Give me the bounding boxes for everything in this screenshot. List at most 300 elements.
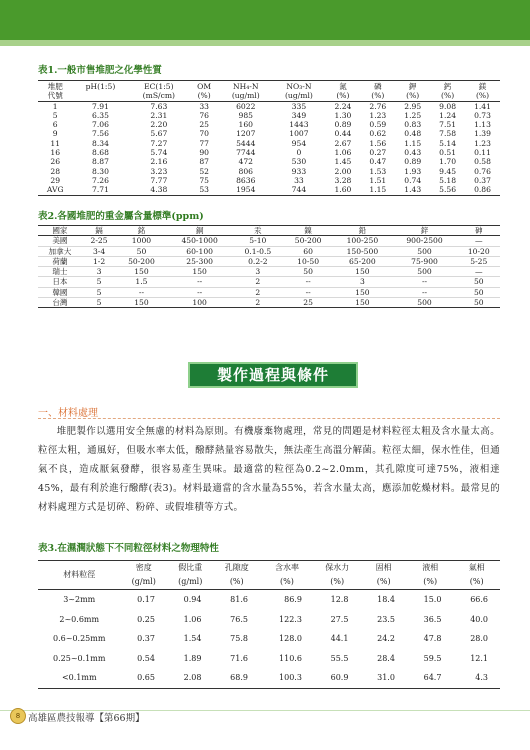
table3-row bbox=[38, 649, 500, 669]
table3-header: 假比重 bbox=[167, 561, 214, 576]
table3-row bbox=[38, 629, 500, 649]
table-cell: 71.6 bbox=[230, 653, 248, 663]
table-cell: 8.34 bbox=[92, 138, 109, 148]
table-cell: 日本 bbox=[38, 277, 82, 287]
table-cell: 1.13 bbox=[474, 120, 491, 130]
table-cell: 1.24 bbox=[439, 110, 457, 120]
table-cell: 0.48 bbox=[404, 129, 422, 139]
table-cell: 1.15 bbox=[404, 138, 422, 148]
table-cell: 5-10 bbox=[233, 236, 283, 246]
table2-row bbox=[38, 236, 500, 246]
table1-unit: (ug/ml) bbox=[272, 91, 325, 101]
table2-heavy-metal-standards bbox=[38, 225, 500, 308]
table-cell: 50 bbox=[116, 246, 166, 256]
table-cell: 150 bbox=[333, 298, 391, 308]
table-cell: 5.67 bbox=[150, 129, 168, 139]
table-cell: 10-50 bbox=[283, 256, 333, 266]
section-banner: 製作過程與條件 bbox=[188, 362, 358, 388]
table1-header: NH₄-N bbox=[219, 81, 272, 92]
table-cell: 6.35 bbox=[92, 110, 109, 120]
table-cell: 100-250 bbox=[333, 236, 391, 246]
table-cell: 100.3 bbox=[260, 668, 314, 688]
table-cell: — bbox=[458, 267, 500, 277]
header-bar bbox=[0, 0, 530, 40]
table-cell: 500 bbox=[391, 267, 457, 277]
table-cell: 0.25 bbox=[137, 614, 155, 624]
table-cell: 0.6~0.25mm bbox=[53, 634, 106, 643]
table2-row bbox=[38, 277, 500, 287]
table1-header: 磷 bbox=[360, 81, 395, 92]
table-cell: 50 bbox=[458, 287, 500, 297]
table-cell: 3.23 bbox=[150, 166, 168, 176]
table-cell: 瑞士 bbox=[38, 267, 82, 277]
table2-row bbox=[38, 246, 500, 256]
table-cell: 744 bbox=[272, 185, 325, 195]
table-cell: 韓國 bbox=[38, 287, 82, 297]
table-cell: 81.6 bbox=[230, 595, 248, 604]
table3-header: 含水率 bbox=[260, 561, 314, 576]
table1-unit: (mS/cm) bbox=[129, 91, 190, 101]
table-cell: 2 bbox=[233, 287, 283, 297]
table1-header: 鈣 bbox=[430, 81, 465, 92]
table-cell: 0 bbox=[296, 148, 302, 158]
table-cell: 985 bbox=[238, 110, 253, 120]
table-cell: 806 bbox=[238, 166, 253, 176]
table-cell: 5.74 bbox=[150, 148, 168, 158]
table-cell: 75 bbox=[199, 175, 209, 185]
table-cell: 150 bbox=[333, 287, 391, 297]
table-cell: 128.0 bbox=[279, 634, 302, 643]
table-cell: 2.08 bbox=[167, 668, 214, 688]
table-cell: 5444 bbox=[236, 138, 256, 148]
table3-header: 孔隙度 bbox=[213, 561, 260, 576]
table1-header: 鎂 bbox=[465, 81, 500, 92]
table-cell: 24.2 bbox=[377, 634, 395, 643]
table-cell: 7.26 bbox=[92, 175, 109, 185]
table-cell: 1.06 bbox=[183, 614, 202, 624]
table-cell: 66.6 bbox=[470, 595, 488, 604]
table-cell: 16 bbox=[50, 148, 61, 158]
table-cell: 52 bbox=[199, 166, 209, 176]
table-cell: 3~2mm bbox=[63, 595, 96, 604]
table-cell: 68.9 bbox=[213, 668, 260, 688]
table-cell: 1.43 bbox=[395, 185, 430, 195]
table-cell: 0.73 bbox=[474, 110, 491, 120]
table-cell: 450-1000 bbox=[167, 236, 233, 246]
table-cell: 150 bbox=[116, 267, 166, 277]
table-cell: 59.5 bbox=[423, 653, 442, 663]
table-cell: 2 bbox=[233, 298, 283, 308]
page-number-badge: 8 bbox=[10, 708, 26, 724]
table2-header: 鉛 bbox=[333, 226, 391, 236]
table-cell: 50-200 bbox=[116, 256, 166, 266]
table-cell: 7.27 bbox=[150, 138, 168, 148]
table3-header: 液相 bbox=[407, 561, 454, 576]
table-cell: -- bbox=[167, 287, 233, 297]
table-cell: 1.51 bbox=[369, 175, 387, 185]
table-cell: 933 bbox=[291, 166, 307, 176]
table-cell: 28 bbox=[50, 166, 61, 176]
table-cell: 5 bbox=[82, 287, 116, 297]
table-cell: -- bbox=[167, 277, 233, 287]
table-cell: 3 bbox=[333, 277, 391, 287]
table-cell: 500 bbox=[391, 298, 457, 308]
table-cell: 76.5 bbox=[230, 614, 248, 624]
table-cell: 75-900 bbox=[391, 256, 457, 266]
table-cell: 10-20 bbox=[458, 246, 500, 256]
table-cell: 160 bbox=[238, 120, 253, 130]
table-cell: 26 bbox=[50, 157, 61, 167]
table2-header: 國家 bbox=[38, 226, 82, 236]
table-cell: 5 bbox=[82, 298, 116, 308]
table-cell: 2.95 bbox=[404, 101, 422, 111]
table1-unit: (ug/ml) bbox=[219, 91, 272, 101]
table-cell: 150 bbox=[167, 267, 233, 277]
table1-unit-row bbox=[38, 91, 500, 101]
table3-unit: (%) bbox=[314, 575, 361, 590]
table1-unit bbox=[72, 91, 128, 101]
table-cell: 0.65 bbox=[120, 668, 167, 688]
table-cell: 53 bbox=[189, 185, 219, 195]
table1-row bbox=[38, 120, 500, 129]
table-cell: 2-25 bbox=[82, 236, 116, 246]
table-cell: 44.1 bbox=[330, 634, 349, 643]
table-cell: 加拿大 bbox=[38, 246, 82, 256]
table-cell: 6 bbox=[52, 120, 58, 130]
table-cell: 65-200 bbox=[333, 256, 391, 266]
table-cell: 530 bbox=[291, 157, 307, 167]
table-cell: 0.83 bbox=[404, 120, 422, 130]
table-cell: 5 bbox=[82, 277, 116, 287]
table3-unit: (%) bbox=[260, 575, 314, 590]
table1-unit: (%) bbox=[189, 91, 219, 101]
table-cell: 9 bbox=[52, 129, 58, 139]
table-cell: 1.60 bbox=[325, 185, 360, 195]
table-cell: 75.8 bbox=[230, 634, 248, 643]
table2-header: 汞 bbox=[233, 226, 283, 236]
table2-header: 銘 bbox=[116, 226, 166, 236]
table-cell: 1.23 bbox=[369, 110, 387, 120]
table1-header: pH(1:5) bbox=[72, 81, 128, 92]
table1-unit: (%) bbox=[325, 91, 360, 101]
table3-unit: (g/ml) bbox=[167, 575, 214, 590]
table1-caption: 表1.一般市售堆肥之化學性質 bbox=[38, 65, 162, 76]
table-cell: 8.87 bbox=[92, 157, 109, 167]
table-cell: 7.06 bbox=[92, 120, 109, 130]
table2-row bbox=[38, 267, 500, 277]
table-cell: 55.5 bbox=[330, 653, 349, 663]
table3-header: 保水力 bbox=[314, 561, 361, 576]
table1-unit: (%) bbox=[360, 91, 395, 101]
table1-row bbox=[38, 148, 500, 157]
table3-caption: 表3.在濕潤狀態下不同粒徑材料之物理特性 bbox=[38, 543, 219, 554]
table-cell: 15.0 bbox=[423, 595, 442, 604]
table-cell: 64.7 bbox=[407, 668, 454, 688]
table-cell: 7.63 bbox=[150, 101, 168, 111]
table-cell: 2~0.6mm bbox=[59, 614, 100, 624]
table-cell: 0.37 bbox=[137, 634, 155, 643]
table-cell: 60-100 bbox=[167, 246, 233, 256]
table-cell: 25-300 bbox=[167, 256, 233, 266]
table-cell: 36.5 bbox=[423, 614, 442, 624]
section-divider bbox=[38, 418, 500, 419]
table3-unit: (%) bbox=[407, 575, 454, 590]
table-cell: 6022 bbox=[236, 101, 256, 111]
table-cell: 1.53 bbox=[369, 166, 387, 176]
table3-unit: (%) bbox=[360, 575, 407, 590]
table2-row bbox=[38, 298, 500, 308]
table-cell: 1.23 bbox=[474, 138, 491, 148]
table-cell: 1.56 bbox=[369, 138, 387, 148]
table-cell: 5 bbox=[52, 110, 58, 120]
table2-header-row bbox=[38, 226, 500, 236]
table3-particle-properties bbox=[38, 560, 500, 689]
table-cell: 0.1-0.5 bbox=[233, 246, 283, 256]
table-cell: 4.38 bbox=[129, 185, 190, 195]
table-cell: 荷蘭 bbox=[38, 256, 82, 266]
table-cell: 1.93 bbox=[404, 166, 422, 176]
table-cell: 1.25 bbox=[404, 110, 422, 120]
table-cell: 110.6 bbox=[279, 653, 302, 663]
table3-header: 密度 bbox=[120, 561, 167, 576]
table3-row bbox=[38, 590, 500, 610]
table-cell: 70 bbox=[199, 129, 209, 139]
table-cell: 0.94 bbox=[183, 595, 202, 604]
footer-publication: 高雄區農技報導【第66期】 bbox=[28, 713, 145, 724]
table-cell: 25 bbox=[199, 120, 209, 130]
table-cell: 1.30 bbox=[334, 110, 352, 120]
table-cell: 2.16 bbox=[150, 157, 168, 167]
table-cell: 5.14 bbox=[439, 138, 457, 148]
table-cell: 50 bbox=[283, 267, 333, 277]
table-cell: 100 bbox=[167, 298, 233, 308]
table-cell: 0.74 bbox=[404, 175, 422, 185]
table1-compost-chemistry bbox=[38, 80, 500, 196]
table-cell: 0.11 bbox=[474, 148, 491, 158]
table-cell: 122.3 bbox=[279, 614, 302, 624]
table-cell: 12.1 bbox=[470, 653, 488, 663]
table-cell: 3.28 bbox=[334, 175, 352, 185]
table-cell: 7.58 bbox=[439, 129, 457, 139]
table1-header: NO₃-N bbox=[272, 81, 325, 92]
table3-header: 固相 bbox=[360, 561, 407, 576]
table-cell: 5-25 bbox=[458, 256, 500, 266]
table1-row bbox=[38, 185, 500, 195]
table-cell: 11 bbox=[50, 138, 61, 148]
table1-row bbox=[38, 167, 500, 176]
table-cell: 47.8 bbox=[423, 634, 442, 643]
table-cell: 50 bbox=[458, 298, 500, 308]
table-cell: 0.54 bbox=[137, 653, 155, 663]
table1-header: OM bbox=[189, 81, 219, 92]
table-cell: 8.68 bbox=[92, 148, 109, 158]
table-cell: 50-200 bbox=[283, 236, 333, 246]
table-cell: 76 bbox=[199, 110, 209, 120]
table3-row-header: 材料粒徑 bbox=[38, 561, 120, 590]
table-cell: 台灣 bbox=[38, 298, 82, 308]
table1-header: 氮 bbox=[325, 81, 360, 92]
table-cell: 0.51 bbox=[439, 148, 457, 158]
table1-unit: (%) bbox=[395, 91, 430, 101]
table-cell: 23.5 bbox=[377, 614, 395, 624]
table-cell: 954 bbox=[291, 138, 307, 148]
table2-row bbox=[38, 256, 500, 266]
table-cell: 2 bbox=[233, 277, 283, 287]
table1-row bbox=[38, 176, 500, 185]
table-cell: 28.4 bbox=[377, 653, 395, 663]
table-cell: 1443 bbox=[289, 120, 309, 130]
table3-header-row bbox=[38, 561, 500, 576]
table-cell: -- bbox=[391, 277, 457, 287]
table-cell: — bbox=[458, 236, 500, 246]
table1-unit: 代號 bbox=[38, 91, 72, 101]
table-cell: 0.47 bbox=[369, 157, 387, 167]
table-cell: -- bbox=[391, 287, 457, 297]
table-cell: 2.20 bbox=[150, 120, 168, 130]
table1-header: EC(1:5) bbox=[129, 81, 190, 92]
table-cell: 1.70 bbox=[439, 157, 457, 167]
table-cell: 9.08 bbox=[439, 101, 457, 111]
table-cell: 1 bbox=[52, 101, 58, 111]
table-cell: 3 bbox=[233, 267, 283, 277]
table-cell: 1.45 bbox=[334, 157, 352, 167]
table-cell: 2.24 bbox=[334, 101, 352, 111]
table-cell: 0.27 bbox=[369, 148, 387, 158]
table-cell: 0.89 bbox=[404, 157, 422, 167]
section-heading: 一、材料處理 bbox=[38, 408, 98, 419]
table-cell: 335 bbox=[291, 101, 307, 111]
table3-header: 氣相 bbox=[453, 561, 500, 576]
table2-header: 鋅 bbox=[391, 226, 457, 236]
table-cell: 1.54 bbox=[183, 634, 202, 643]
table-cell: 1.5 bbox=[116, 277, 166, 287]
table2-header: 鎘 bbox=[82, 226, 116, 236]
table1-row bbox=[38, 129, 500, 138]
table3-unit: (g/ml) bbox=[120, 575, 167, 590]
table2-header: 鎳 bbox=[283, 226, 333, 236]
table-cell: 150 bbox=[116, 298, 166, 308]
table3-unit: (%) bbox=[453, 575, 500, 590]
table-cell: 150 bbox=[333, 267, 391, 277]
table-cell: 7.91 bbox=[92, 101, 109, 111]
table-cell: 8636 bbox=[236, 175, 256, 185]
table-cell: 33 bbox=[294, 175, 304, 185]
table-cell: 7744 bbox=[236, 148, 256, 158]
table1-header: 堆肥 bbox=[38, 81, 72, 92]
table-cell: 90 bbox=[199, 148, 209, 158]
table2-header: 銅 bbox=[167, 226, 233, 236]
table1-row bbox=[38, 111, 500, 120]
table-cell: 3-4 bbox=[82, 246, 116, 256]
table-cell: 472 bbox=[238, 157, 253, 167]
table-cell: 40.0 bbox=[470, 614, 488, 624]
table-cell: 1.06 bbox=[334, 148, 352, 158]
table-cell: 60 bbox=[283, 246, 333, 256]
table-cell: 7.77 bbox=[150, 175, 168, 185]
table-cell: 60.9 bbox=[314, 668, 361, 688]
table-cell: -- bbox=[116, 287, 166, 297]
table-cell: 1207 bbox=[236, 129, 256, 139]
table-cell: 2.76 bbox=[369, 101, 387, 111]
table-cell: 1.89 bbox=[183, 653, 202, 663]
table-cell: 349 bbox=[291, 110, 307, 120]
table-cell: 0.2-2 bbox=[233, 256, 283, 266]
table-cell: 27.5 bbox=[330, 614, 349, 624]
table-cell: 12.8 bbox=[330, 595, 349, 604]
table-cell: 3 bbox=[82, 267, 116, 277]
table-cell: 美國 bbox=[38, 236, 82, 246]
table-cell: 29 bbox=[50, 175, 61, 185]
table-cell: 1.39 bbox=[474, 129, 491, 139]
table3-row bbox=[38, 610, 500, 630]
table1-unit: (%) bbox=[430, 91, 465, 101]
table-cell: 0.89 bbox=[334, 120, 352, 130]
table-cell: 1.15 bbox=[360, 185, 395, 195]
table-cell: 2.67 bbox=[334, 138, 352, 148]
table-cell: 500 bbox=[391, 246, 457, 256]
table-cell: 1000 bbox=[116, 236, 166, 246]
table-cell: 0.43 bbox=[404, 148, 422, 158]
table1-row bbox=[38, 157, 500, 166]
table-cell: 9.45 bbox=[439, 166, 457, 176]
table-cell: 0.44 bbox=[334, 129, 352, 139]
table-cell: 2.31 bbox=[150, 110, 168, 120]
table3-row bbox=[38, 668, 500, 688]
table-cell: 7.51 bbox=[439, 120, 457, 130]
table-cell: 0.58 bbox=[474, 157, 491, 167]
table-cell: 7.71 bbox=[72, 185, 128, 195]
table2-row bbox=[38, 287, 500, 297]
table-cell: 4.3 bbox=[453, 668, 500, 688]
table-cell: 900-2500 bbox=[391, 236, 457, 246]
table-cell: 33 bbox=[199, 101, 209, 111]
table2-header: 砷 bbox=[458, 226, 500, 236]
table1-unit: (%) bbox=[465, 91, 500, 101]
table-cell: 8.30 bbox=[92, 166, 109, 176]
table-cell: 25 bbox=[283, 298, 333, 308]
table1-header: 鉀 bbox=[395, 81, 430, 92]
table-cell: -- bbox=[283, 277, 333, 287]
table-cell: 1954 bbox=[219, 185, 272, 195]
table-cell: 0.76 bbox=[474, 166, 491, 176]
table-cell: 28.0 bbox=[470, 634, 488, 643]
header-accent-strip bbox=[0, 40, 530, 46]
table-cell: 0.17 bbox=[137, 595, 155, 604]
table-cell: 0.37 bbox=[474, 175, 491, 185]
table-cell: 86.9 bbox=[284, 595, 302, 604]
table-cell: 50 bbox=[458, 277, 500, 287]
table3-unit: (%) bbox=[213, 575, 260, 590]
table-cell: 0.86 bbox=[465, 185, 500, 195]
table1-header-row bbox=[38, 81, 500, 92]
table1-row bbox=[38, 101, 500, 111]
table-cell: 2.00 bbox=[334, 166, 352, 176]
table-cell: -- bbox=[283, 287, 333, 297]
table2-caption: 表2.各國堆肥的重金屬含量標準(ppm) bbox=[38, 211, 204, 222]
table1-row bbox=[38, 139, 500, 148]
table-cell: 5.56 bbox=[430, 185, 465, 195]
table-cell: 87 bbox=[199, 157, 209, 167]
table-cell: 0.62 bbox=[369, 129, 387, 139]
table-cell: 1-2 bbox=[82, 256, 116, 266]
table-cell: 31.0 bbox=[360, 668, 407, 688]
body-paragraph: 堆肥製作以選用安全無慮的材料為原則。有機廢棄物處理，常見的問題是材料粒徑太粗及含水量太高。粒徑太粗，通風好，但吸水率太低，醱酵熱量容易散失，無法產生高溫分解菌。粒徑太細，保水性佳，但通氣不良，造成厭氣發酵，很容易產生異味。最適當的粒徑為0.2~2.0mm，其孔隙度可達75%，液相達45%，最有利於進行醱酵(表3)。材料最適當的含水量為55%，若含水量太高，應添加乾燥材料。最常見的材料處理方式是切碎、粉碎、或假堆積等方式。 bbox=[38, 426, 500, 513]
table-cell: 5.18 bbox=[439, 175, 457, 185]
table-cell: 0.25~0.1mm bbox=[53, 653, 106, 663]
table-cell: 1.41 bbox=[474, 101, 491, 111]
table-cell: 18.4 bbox=[377, 595, 395, 604]
table-cell: 0.59 bbox=[369, 120, 387, 130]
